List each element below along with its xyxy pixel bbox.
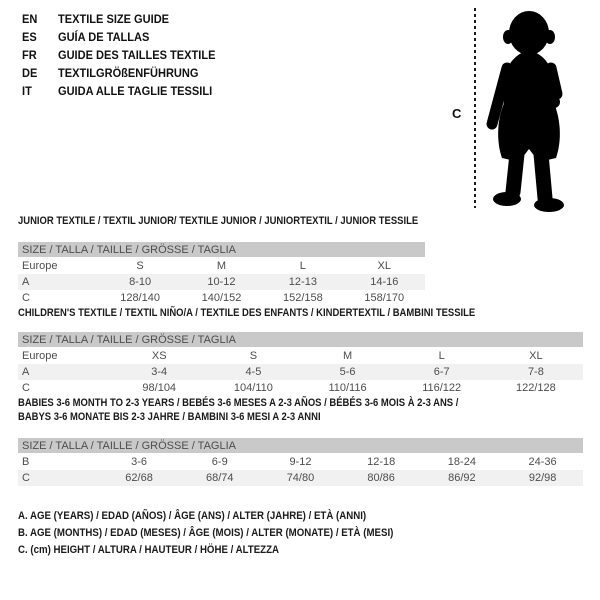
language-row <box>22 46 229 64</box>
size-cell: 7-8 <box>489 364 583 380</box>
babies-textile-section <box>18 396 583 486</box>
footnote-b: B. AGE (MONTHS) / EDAD (MESES) / ÂGE (MOIS) / ALTER (MONATE) / ETÀ (MESI) <box>18 527 394 539</box>
table-title: CHILDREN'S TEXTILE / TEXTIL NIÑO/A / TEXTILE DES ENFANTS / KINDERTEXTIL / BAMBINI TESSILE <box>18 307 476 319</box>
row-label: C <box>18 470 99 486</box>
size-cell: 6-9 <box>211 456 228 468</box>
junior-size-table <box>18 242 425 306</box>
language-code: IT <box>22 84 32 98</box>
size-cell: 128/140 <box>120 292 160 304</box>
language-label: TEXTILGRÖßENFÜHRUNG <box>58 66 199 80</box>
size-cell: 110/116 <box>328 382 367 394</box>
table-title: BABIES 3-6 MONTH TO 2-3 YEARS / BEBÉS 3-6 MESES A 2-3 AÑOS / BÉBÉS 3-6 MOIS À 2-3 ANS / <box>18 397 459 409</box>
language-label: TEXTILE SIZE GUIDE <box>58 12 170 26</box>
size-cell: 12-18 <box>367 456 396 468</box>
size-header-label: SIZE / TALLA / TAILLE / GRÖSSE / TAGLIA <box>18 332 583 348</box>
children-textile-section <box>18 306 583 396</box>
table-row <box>18 380 583 396</box>
size-cell: 92/98 <box>502 470 583 486</box>
language-label: GUÍA DE TALLAS <box>58 30 150 44</box>
row-label: C <box>22 292 30 304</box>
size-cell: 24-36 <box>528 456 557 468</box>
size-cell: XL <box>529 350 543 362</box>
size-cell: L <box>438 350 445 362</box>
size-header-row <box>18 242 425 258</box>
size-cell: 14-16 <box>344 274 425 290</box>
size-cell: 80/86 <box>341 470 422 486</box>
language-code: EN <box>22 12 38 26</box>
table-title: JUNIOR TEXTILE / TEXTIL JUNIOR/ TEXTILE JUNIOR / JUNIORTEXTIL / JUNIOR TESSILE <box>18 215 419 227</box>
row-label: Europe <box>22 350 58 362</box>
size-cell: 12-13 <box>262 274 343 290</box>
size-cell: 140/152 <box>201 292 242 304</box>
size-cell: 3-6 <box>131 456 147 468</box>
table-row <box>18 258 425 275</box>
size-header-label: SIZE / TALLA / TAILLE / GRÖSSE / TAGLIA <box>18 438 583 454</box>
language-list <box>22 10 229 100</box>
size-cell: 116/122 <box>422 382 462 394</box>
baby-silhouette-image <box>485 6 580 212</box>
size-tables-area <box>18 210 583 559</box>
language-label: GUIDE DES TAILLES TEXTILE <box>58 48 216 62</box>
size-cell: S <box>249 350 258 362</box>
size-cell: 62/68 <box>99 470 180 486</box>
size-cell: 122/128 <box>516 382 556 394</box>
language-code: FR <box>22 48 37 62</box>
language-code: ES <box>22 30 37 44</box>
language-row <box>22 82 229 100</box>
size-cell: M <box>342 350 353 362</box>
table-row <box>18 454 583 471</box>
size-header-row <box>18 438 583 454</box>
size-header-label: SIZE / TALLA / TAILLE / GRÖSSE / TAGLIA <box>18 242 425 258</box>
size-cell: 74/80 <box>260 470 341 486</box>
size-cell: 18-24 <box>447 456 476 468</box>
size-cell: 86/92 <box>422 470 503 486</box>
language-code: DE <box>22 66 38 80</box>
size-cell: 5-6 <box>300 364 394 380</box>
size-cell: XS <box>151 350 167 362</box>
footnotes <box>18 508 583 559</box>
size-cell: 4-5 <box>206 364 300 380</box>
size-cell: 6-7 <box>395 364 489 380</box>
row-label: A <box>18 364 112 380</box>
children-size-table <box>18 332 583 396</box>
language-row <box>22 10 229 28</box>
size-cell: 104/110 <box>233 382 273 394</box>
babies-size-table <box>18 438 583 486</box>
height-label-c: C <box>452 106 462 121</box>
size-cell: 158/170 <box>364 292 405 304</box>
table-title-line2: BABYS 3-6 MONATE BIS 2-3 JAHRE / BAMBINI 3-6 MESI A 2-3 ANNI <box>18 411 321 423</box>
language-row <box>22 28 229 46</box>
language-label: GUIDA ALLE TAGLIE TESSILI <box>58 84 213 98</box>
size-cell: 68/74 <box>179 470 260 486</box>
table-row <box>18 290 425 306</box>
footnote-c: C. (cm) HEIGHT / ALTURA / HAUTEUR / HÖHE / ALTEZZA <box>18 544 280 556</box>
height-dashed-line <box>474 8 476 208</box>
junior-textile-section <box>18 214 583 306</box>
table-row <box>18 364 583 380</box>
table-row <box>18 470 583 486</box>
size-header-row <box>18 332 583 348</box>
language-row <box>22 64 229 82</box>
size-cell: 10-12 <box>181 274 262 290</box>
size-cell: 3-4 <box>112 364 206 380</box>
row-label: B <box>22 456 30 468</box>
row-label: A <box>18 274 99 290</box>
table-row <box>18 348 583 365</box>
table-row <box>18 274 425 290</box>
size-cell: XL <box>377 260 392 272</box>
row-label: C <box>22 382 30 394</box>
size-cell: 8-10 <box>99 274 180 290</box>
footnote-a: A. AGE (YEARS) / EDAD (AÑOS) / ÂGE (ANS) / ALTER (JAHRE) / ETÀ (ANNI) <box>18 510 367 522</box>
row-label: Europe <box>22 260 58 272</box>
size-cell: S <box>136 260 144 272</box>
size-cell: M <box>216 260 227 272</box>
size-cell: L <box>299 260 306 272</box>
size-cell: 98/104 <box>142 382 177 394</box>
size-cell: 152/158 <box>282 292 323 304</box>
size-cell: 9-12 <box>289 456 312 468</box>
